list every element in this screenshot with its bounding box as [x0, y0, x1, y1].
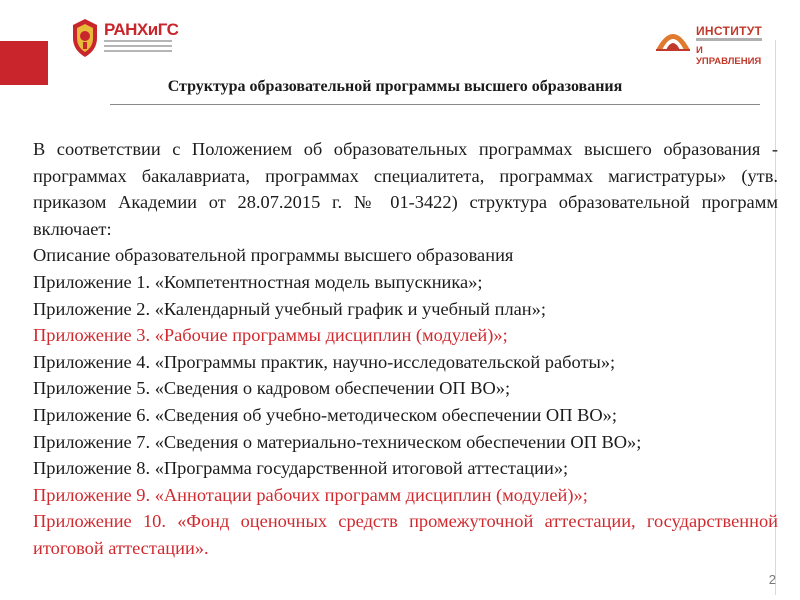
slide-title: Структура образовательной программы высшего образования — [167, 78, 623, 95]
institute-logo-title: ИНСТИТУТ — [696, 24, 763, 38]
list-item: Приложение 2. «Календарный учебный график и учебный план»; — [33, 298, 546, 319]
list-item: Приложение 1. «Компетентностная модель выпускника»; — [33, 271, 483, 292]
accent-bar — [0, 41, 48, 85]
list-item-highlighted: Приложение 10. «Фонд оценочных средств промежуточной аттестации, государственной итоговой аттестации». — [33, 511, 778, 558]
ranepa-logo-text: РАНХиГС — [104, 20, 179, 39]
list-item: Приложение 8. «Программа государственной итоговой аттестации»; — [33, 458, 569, 479]
institute-logo-subtitle — [696, 38, 762, 41]
institute-emblem-icon — [654, 24, 692, 52]
list-item-highlighted: Приложение 3. «Рабочие программы дисциплин (модулей)»; — [33, 325, 508, 346]
title-divider — [110, 104, 760, 105]
list-item: Приложение 7. «Сведения о материально-техническом обеспечении ОП ВО»; — [33, 431, 642, 452]
institute-logo-line: И УПРАВЛЕНИЯ — [696, 45, 762, 67]
list-item: Приложение 5. «Сведения о кадровом обеспечении ОП ВО»; — [33, 378, 511, 399]
institute-logo — [654, 18, 769, 67]
crest-icon — [70, 18, 100, 58]
ranepa-logo — [70, 16, 180, 66]
list-item-highlighted: Приложение 9. «Аннотации рабочих программ дисциплин (модулей)»; — [33, 484, 588, 505]
intro-paragraph: В соответствии с Положением об образовательных программах высшего образования - программах бакалавриата, программах специалитета, программах магистратуры» (утв. приказом Академии от 28.07.2015 г. № 01-3422) структура образовательной программ включает: — [33, 139, 778, 239]
slide-body — [33, 136, 778, 562]
list-item: Описание образовательной программы высшего образования — [33, 245, 514, 266]
ranepa-logo-subtitle — [104, 40, 172, 58]
page-number: 2 — [768, 572, 776, 587]
list-item: Приложение 6. «Сведения об учебно-методическом обеспечении ОП ВО»; — [33, 404, 617, 425]
list-item: Приложение 4. «Программы практик, научно-исследовательской работы»; — [33, 351, 616, 372]
